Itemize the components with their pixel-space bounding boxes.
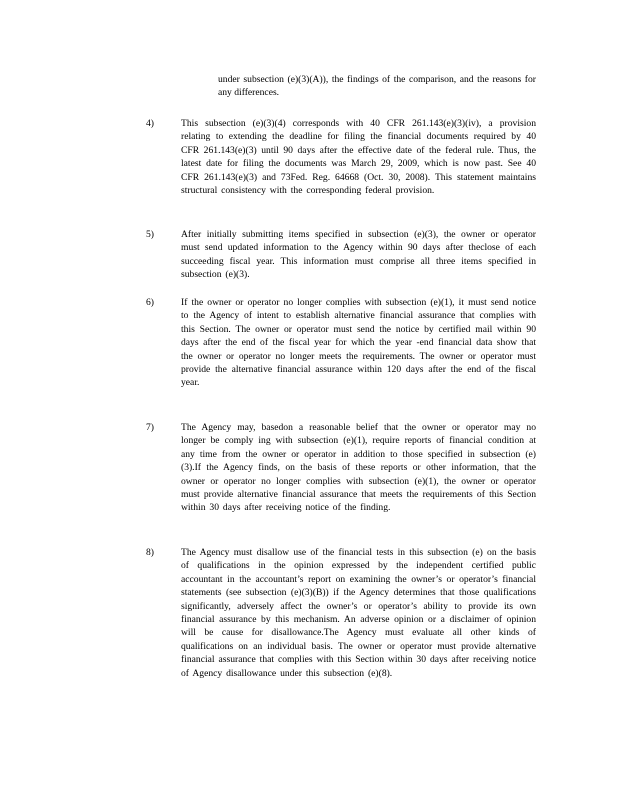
item-paragraph: This subsection (e)(3)(4) corresponds with 40 CFR 261.143(e)(3)(iv), a provision relating to extending the deadline for filing the financial documents required by 40 CFR 261.143(e)(3) until 90 days after the effective date of the federal rule. Thus, the latest date for filing the documents was March 29, 2009, which is now past. See 40 CFR 261.143(e)(3) and 73Fed. Reg. 64668 (Oct. 30, 2008). This statement maintains structural consistency with the corresponding federal provision.: [181, 118, 536, 197]
item-paragraph: The Agency may, basedon a reasonable belief that the owner or operator may no longer be comply ing with subsection (e)(1), require reports of financial condition at any time from the owner or operator in addition to those specified in subsection (e)(3).If the Agency finds, on the basis of these reports or other information, that the owner or operator no longer complies with subsection (e)(1), the owner or operator must provide alternative financial assurance that meets the requirements of this Section within 30 days after receiving notice of the finding.: [181, 422, 536, 514]
item-number: 8): [146, 547, 154, 558]
item-paragraph: The Agency must disallow use of the financial tests in this subsection (e) on the basis of qualifications in the opinion expressed by the independent certified public accountant in the accountant’s report on examining the owner’s or operator’s financial statements (see subsection (e)(3)(B)) if the Agency determines that those qualifications significantly, adversely affect the owner’s or operator’s ability to provide its own financial assurance by this mechanism. An adverse opinion or a disclaimer of opinion will be cause for disallowance.The Agency must evaluate all other kinds of qualifications on an individual basis. The owner or operator must provide alternative financial assurance that complies with this Section within 30 days after receiving notice of Agency disallowance under this subsection (e)(8).: [181, 547, 536, 679]
item-paragraph: If the owner or operator no longer complies with subsection (e)(1), it must send notice to the Agency of intent to establish alternative financial assurance that complies with this Section. The owner or operator must send the notice by certified mail within 90 days after the end of the fiscal year for which the year -end financial data show that the owner or operator no longer meets the requirements. The owner or operator must provide the alternative financial assurance within 120 days after the end of the fiscal year.: [181, 297, 536, 389]
continued-paragraph: under subsection (e)(3)(A)), the findings of the comparison, and the reasons for any differences.: [218, 74, 536, 99]
item-number: 5): [146, 229, 154, 240]
item-number: 6): [146, 297, 154, 308]
item-number: 4): [146, 118, 154, 129]
item-number: 7): [146, 422, 154, 433]
item-paragraph: After initially submitting items specified in subsection (e)(3), the owner or operator must send updated information to the Agency within 90 days after theclose of each succeeding fiscal year. This information must comprise all three items specified in subsection (e)(3).: [181, 229, 536, 281]
